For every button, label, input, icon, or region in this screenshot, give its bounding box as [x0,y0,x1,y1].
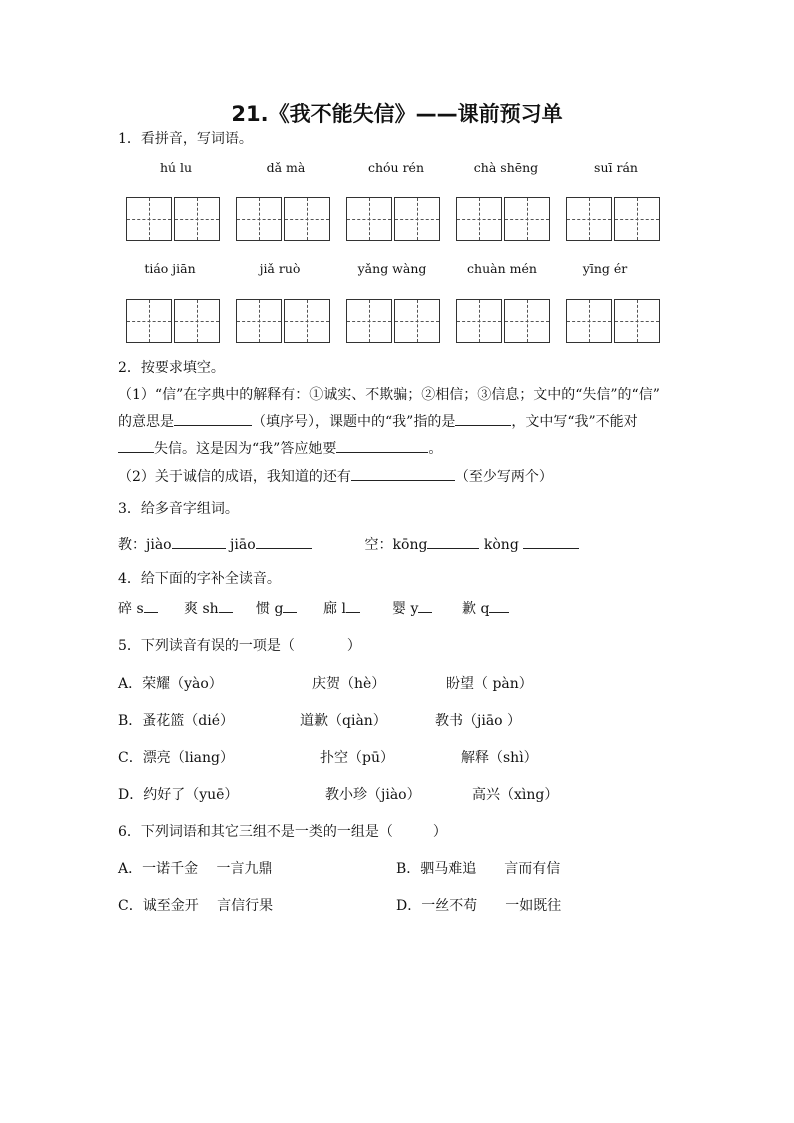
pinyin-fill-item: 碎 s [118,598,158,618]
q4-prompt: 4．给下面的字补全读音。 [118,571,281,587]
q6-option-b[interactable]: B．驷马难追 言而有信 [396,861,561,877]
answer-blank[interactable] [489,598,509,613]
pinyin-fill-item: 惯 g [256,598,297,618]
pinyin-label: tiáo jiān [144,261,196,276]
pinyin-fill-item: 歉 q [462,598,509,618]
q6-option-c[interactable]: C．诚至金开 言信行果 [118,898,274,914]
pinyin-fill-item: 爽 sh [184,598,233,618]
pinyin-label: chóu rén [367,160,425,175]
answer-blank[interactable] [174,411,252,426]
q2-line4: （2）关于诚信的成语，我知道的还有 （至少写两个） [118,466,553,486]
answer-blank[interactable] [219,598,233,613]
q2-line1: （1）“信”在字典中的解释有：①诚实、不欺骗；②相信；③信息；文中的“失信”的“信” [118,387,660,403]
pinyin-label: chà shēng [473,160,539,175]
pinyin-label: chuàn mén [467,261,537,276]
q5-prompt: 5．下列读音有误的一项是（ ） [118,638,361,654]
writing-grid[interactable] [126,197,220,241]
answer-blank[interactable] [427,534,479,549]
answer-blank[interactable] [418,598,432,613]
answer-blank[interactable] [336,438,428,453]
q3-prompt: 3．给多音字组词。 [118,501,239,517]
pinyin-fill-item: 廊 l [323,598,360,618]
writing-grid[interactable] [126,299,220,343]
page-title: 21.《我不能失信》——课前预习单 [231,102,563,126]
answer-blank[interactable] [455,411,511,426]
answer-blank[interactable] [351,466,455,481]
pinyin-fill-item: 婴 y [392,598,432,618]
q2-line3: 失信。这是因为“我”答应她要 。 [118,438,442,458]
answer-blank[interactable] [172,534,226,549]
q6-option-d[interactable]: D．一丝不苟 一如既往 [396,898,562,914]
writing-grid[interactable] [456,299,550,343]
writing-grid[interactable] [346,197,440,241]
q1-prompt: 1．看拼音，写词语。 [118,131,253,147]
pinyin-label: hú lu [159,160,193,175]
q6-option-a[interactable]: A．一诺千金 一言九鼎 [118,861,273,877]
writing-grid[interactable] [456,197,550,241]
answer-blank[interactable] [283,598,297,613]
answer-blank[interactable] [256,534,312,549]
writing-grid[interactable] [566,299,660,343]
writing-grid[interactable] [236,299,330,343]
pinyin-label: dǎ mà [266,160,306,175]
writing-grid[interactable] [236,197,330,241]
q2-line2: 的意思是 （填序号），课题中的“我”指的是 ，文中写“我”不能对 [118,411,638,431]
answer-blank[interactable] [118,438,154,453]
writing-grid[interactable] [346,299,440,343]
pinyin-label: yǎng wàng [357,261,427,276]
pinyin-label: suī rán [594,160,638,175]
answer-blank[interactable] [523,534,579,549]
pinyin-label: yīng ér [582,261,628,276]
pinyin-label: jiǎ ruò [259,261,301,276]
answer-blank[interactable] [144,598,158,613]
answer-blank[interactable] [346,598,360,613]
q6-prompt: 6．下列词语和其它三组不是一类的一组是（ ） [118,824,447,840]
q3-answers: 教：jiào jiāo 空：kōng kòng [118,534,579,554]
writing-grid[interactable] [566,197,660,241]
q2-prompt: 2．按要求填空。 [118,360,225,376]
